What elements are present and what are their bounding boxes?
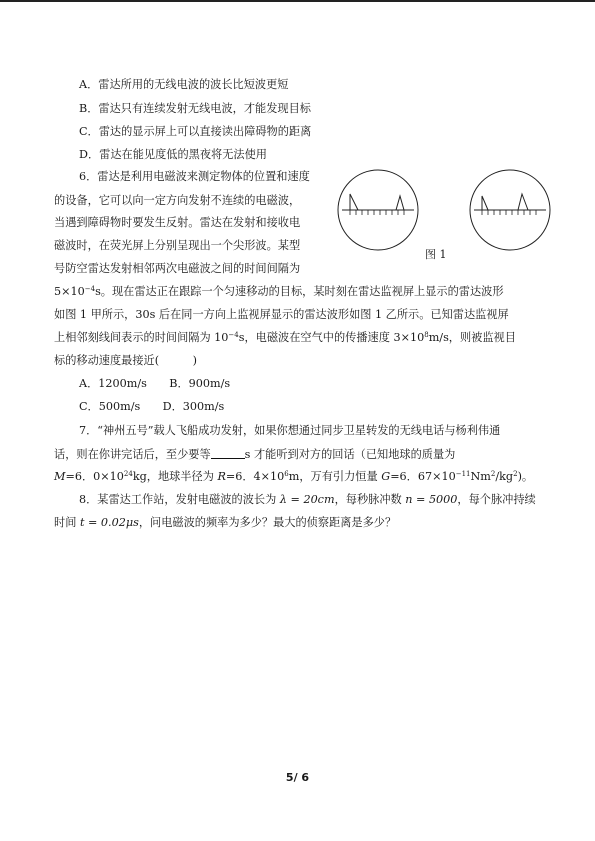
q6-line-6-text: s。现在雷达正在跟踪一个匀速移动的目标，某时刻在雷达监视屏上显示的雷达波形	[95, 285, 504, 298]
q6-line-2: 的设备，它可以向一定方向发射不连续的电磁波，	[54, 194, 301, 207]
q6-line-6	[54, 285, 504, 299]
q6-line-4: 磁波时，在荧光屏上分别呈现出一个尖形波。某型	[54, 239, 301, 252]
page-number: 5/ 6	[285, 771, 310, 784]
earth-radius-exponent: 6	[284, 470, 289, 478]
q6-tick-exponent: −4	[228, 331, 239, 339]
q7-radius-label: kg，地球半径为	[132, 470, 218, 483]
top-border-line	[0, 0, 595, 2]
q6-line-8	[54, 331, 516, 345]
q6-line-3: 当遇到障碍物时要发生反射。雷达在发射和接收电	[54, 216, 301, 229]
gravity-symbol: G	[381, 470, 391, 483]
earth-radius-value: =6．4×10	[225, 470, 285, 483]
earth-mass-value: =6．0×10	[65, 470, 124, 483]
q6-options-ab: A．1200m/s B．900m/s	[79, 377, 231, 390]
radius-symbol: R	[217, 470, 226, 483]
radar-screen-a	[338, 170, 418, 250]
q7-line-2-a: 话，则在你讲完话后，至少要等	[54, 448, 211, 461]
gravity-unit-a: Nm	[470, 470, 491, 483]
q6-line-9: 标的移动速度最接近( )	[54, 354, 197, 367]
q8-line-2	[54, 516, 396, 530]
q7-gravity-label: m，万有引力恒量	[288, 470, 382, 483]
q8-line-2-a: 时间	[54, 516, 80, 529]
q6-line-8-b: s，电磁波在空气中的传播速度 3×10	[238, 331, 425, 344]
radar-figure	[336, 166, 566, 262]
answer-blank[interactable]	[211, 447, 245, 459]
radar-screen-b	[470, 170, 550, 250]
q5-option-c: C．雷达的显示屏上可以直接读出障碍物的距离	[79, 125, 312, 138]
q5-option-d: D．雷达在能见度低的黑夜将无法使用	[79, 148, 267, 161]
figure-caption: 图 1	[425, 248, 447, 261]
pulse-count-value: n = 5000	[405, 493, 458, 506]
q6-speed-exponent: 8	[424, 331, 429, 339]
gravity-unit-exp-b: 2	[513, 470, 518, 478]
q8-line-2-b: ，问电磁波的频率为多少？最大的侦察距离是多少？	[138, 516, 397, 529]
q8-line-1	[79, 493, 536, 507]
q6-interval-value: 5×10	[54, 285, 85, 298]
q7-line-1: 7．“神州五号”载人飞船成功发射，如果你想通过同步卫星转发的无线电话与杨利伟通	[79, 424, 501, 437]
mass-symbol: M	[54, 470, 66, 483]
q6-line-1: 6．雷达是利用电磁波来测定物体的位置和速度	[79, 170, 310, 183]
q6-line-7: 如图 1 甲所示，30s 后在同一方向上监视屏显示的雷达波形如图 1 乙所示。已知雷达监视屏	[54, 308, 509, 321]
gravity-unit-exp-a: 2	[490, 470, 496, 478]
q5-option-a: A．雷达所用的无线电波的波长比短波更短	[79, 78, 289, 91]
gravity-value: =6．67×10	[390, 470, 456, 483]
q7-line-3-end: )。	[517, 470, 534, 483]
q8-line-1-c: ，每个脉冲持续	[457, 493, 536, 506]
gravity-unit-b: /kg	[495, 470, 514, 483]
q8-line-1-a: 8．某雷达工作站，发射电磁波的波长为	[79, 493, 280, 506]
pulse-duration-value: t = 0.02μs	[79, 516, 139, 529]
q7-line-2-b: s 才能听到对方的回话（已知地球的质量为	[244, 448, 456, 461]
q5-option-b: B．雷达只有连续发射无线电波，才能发现目标	[79, 102, 311, 115]
q8-line-1-b: ，每秒脉冲数	[334, 493, 406, 506]
q6-interval-exponent: −4	[84, 285, 96, 293]
wavelength-value: λ = 20cm	[279, 493, 335, 506]
q6-options-cd: C．500m/s D．300m/s	[79, 400, 225, 413]
q7-line-2	[54, 447, 455, 462]
q7-line-3	[54, 470, 533, 484]
gravity-exponent: −11	[455, 470, 471, 478]
earth-mass-exponent: 24	[123, 470, 133, 478]
q6-line-8-c: m/s，则被监视目	[428, 331, 516, 344]
q6-line-8-a: 上相邻刻线间表示的时间间隔为 10	[54, 331, 229, 344]
q6-line-5: 号防空雷达发射相邻两次电磁波之间的时间间隔为	[54, 262, 301, 275]
